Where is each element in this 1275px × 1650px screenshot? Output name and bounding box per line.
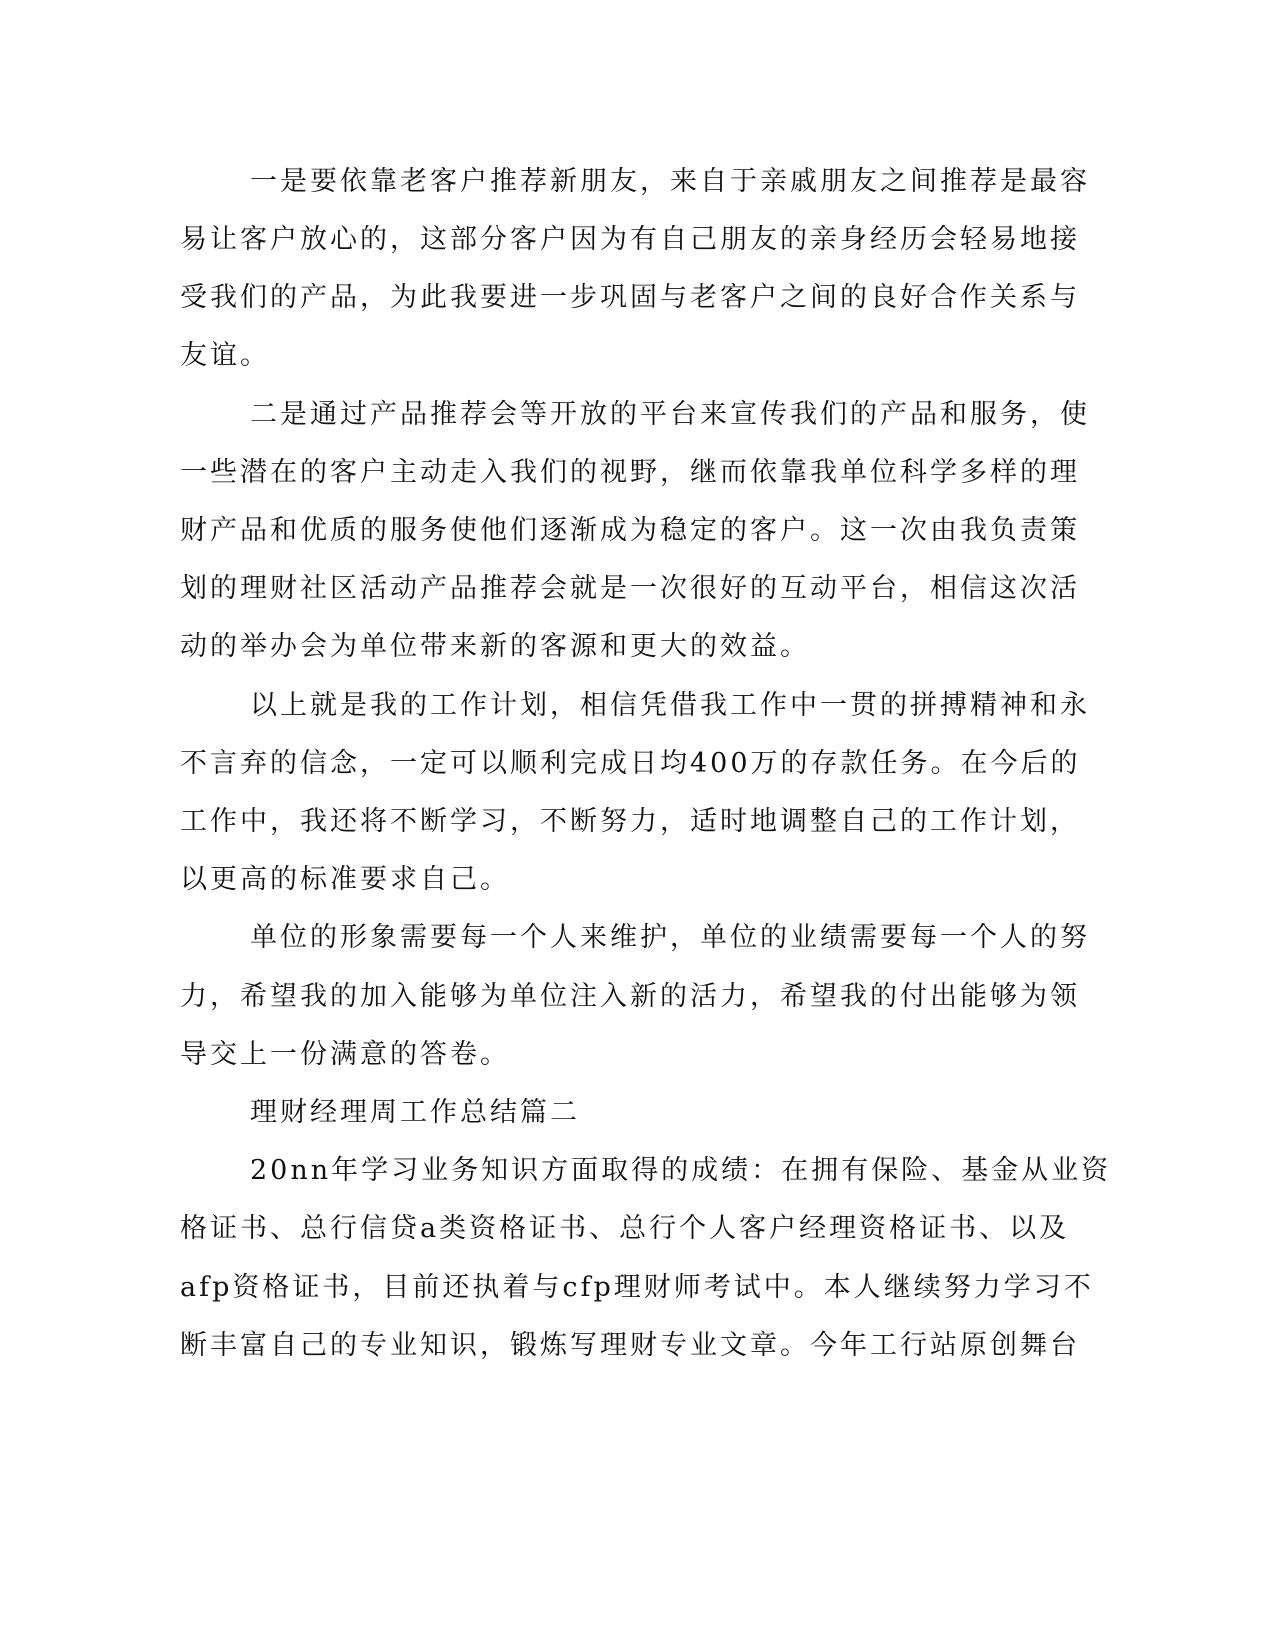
paragraph-4-line-3: 导交上一份满意的答卷。 bbox=[180, 1039, 510, 1070]
paragraph-1-line-2: 易让客户放心的，这部分客户因为有自己朋友的亲身经历会轻易地接 bbox=[180, 224, 1080, 255]
paragraph-1-line-3: 受我们的产品，为此我要进一步巩固与老客户之间的良好合作关系与 bbox=[180, 282, 1080, 313]
paragraph-3-line-4: 以更高的标准要求自己。 bbox=[180, 864, 510, 895]
paragraph-2-line-1: 二是通过产品推荐会等开放的平台来宣传我们的产品和服务，使 bbox=[250, 399, 1090, 430]
paragraph-2-line-4: 划的理财社区活动产品推荐会就是一次很好的互动平台，相信这次活 bbox=[180, 573, 1080, 604]
paragraph-2-line-5: 动的举办会为单位带来新的客源和更大的效益。 bbox=[180, 631, 810, 662]
paragraph-5-line-2: 格证书、总行信贷a类资格证书、总行个人客户经理资格证书、以及 bbox=[180, 1213, 1070, 1244]
paragraph-3-line-3: 工作中，我还将不断学习，不断努力，适时地调整自己的工作计划， bbox=[180, 806, 1080, 837]
paragraph-5-line-1: 20nn年学习业务知识方面取得的成绩：在拥有保险、基金从业资 bbox=[250, 1155, 1112, 1186]
paragraph-2-line-3: 财产品和优质的服务使他们逐渐成为稳定的客户。这一次由我负责策 bbox=[180, 515, 1080, 546]
paragraph-3-line-2: 不言弃的信念，一定可以顺利完成日均400万的存款任务。在今后的 bbox=[180, 748, 1081, 779]
paragraph-3-line-1: 以上就是我的工作计划，相信凭借我工作中一贯的拼搏精神和永 bbox=[250, 690, 1090, 721]
paragraph-4-line-2: 力，希望我的加入能够为单位注入新的活力，希望我的付出能够为领 bbox=[180, 981, 1080, 1012]
paragraph-1-line-4: 友谊。 bbox=[180, 340, 270, 371]
paragraph-2-line-2: 一些潜在的客户主动走入我们的视野，继而依靠我单位科学多样的理 bbox=[180, 457, 1080, 488]
paragraph-5-line-4: 断丰富自己的专业知识，锻炼写理财专业文章。今年工行站原创舞台 bbox=[180, 1330, 1080, 1361]
section-heading: 理财经理周工作总结篇二 bbox=[250, 1097, 580, 1128]
paragraph-1-line-1: 一是要依靠老客户推荐新朋友，来自于亲戚朋友之间推荐是最容 bbox=[250, 166, 1090, 197]
paragraph-4-line-1: 单位的形象需要每一个人来维护，单位的业绩需要每一个人的努 bbox=[250, 922, 1090, 953]
paragraph-5-line-3: afp资格证书，目前还执着与cfp理财师考试中。本人继续努力学习不 bbox=[180, 1272, 1094, 1303]
